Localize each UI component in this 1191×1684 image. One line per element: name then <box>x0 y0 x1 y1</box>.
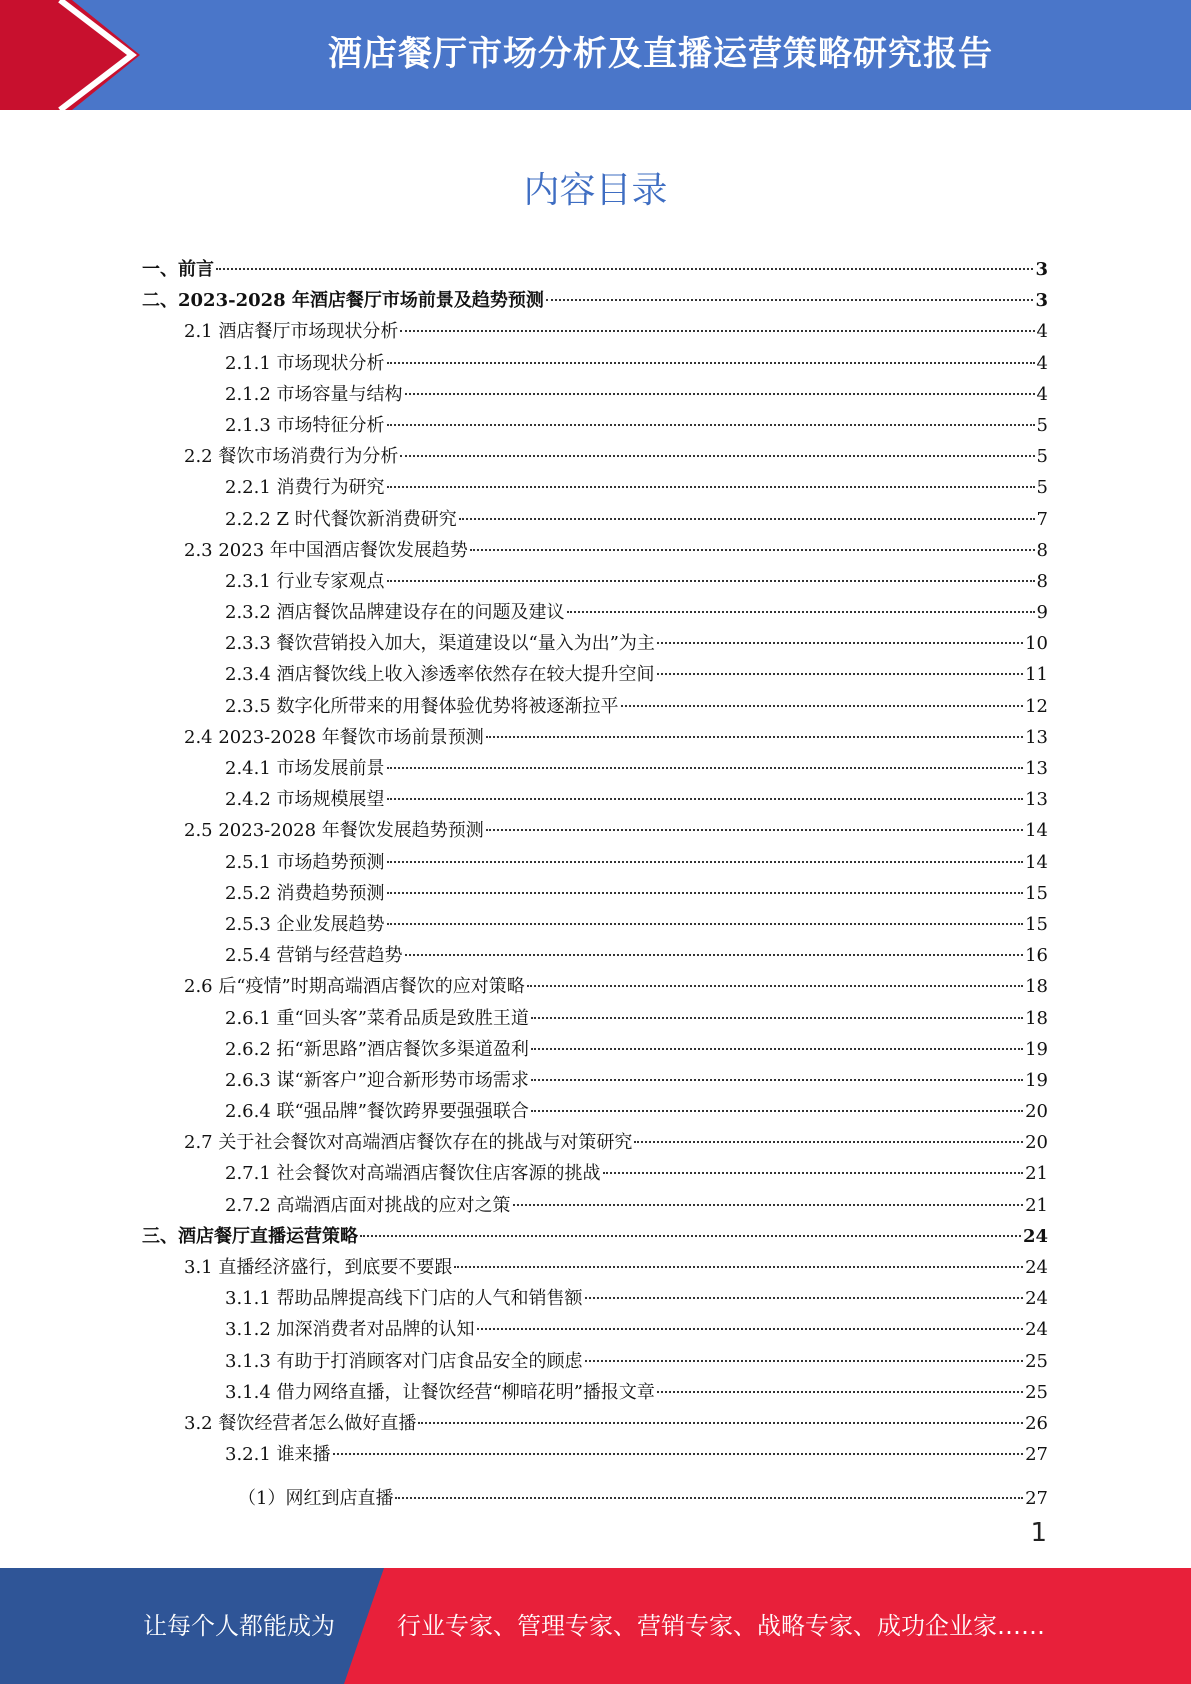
toc-entry-title: 2.5 2023-2028 年餐饮发展趋势预测 <box>184 820 484 842</box>
toc-entry-page: 16 <box>1025 945 1048 967</box>
toc-entry-title: 2.7 关于社会餐饮对高端酒店餐饮存在的挑战与对策研究 <box>184 1132 633 1154</box>
dot-leader <box>387 362 1035 364</box>
toc-entry[interactable] <box>142 971 1048 1002</box>
toc-entry-title: 3.1.4 借力网络直播，让餐饮经营“柳暗花明”播报文章 <box>225 1381 655 1403</box>
dot-leader <box>531 1110 1023 1112</box>
table-of-contents <box>142 254 1048 1515</box>
dot-leader <box>395 1497 1023 1499</box>
toc-entry[interactable] <box>142 1221 1048 1252</box>
toc-entry-title: 2.7.1 社会餐饮对高端酒店餐饮住店客源的挑战 <box>225 1163 601 1185</box>
toc-entry-title: 2.3 2023 年中国酒店餐饮发展趋势 <box>184 539 468 561</box>
footer-banner <box>0 1568 1191 1684</box>
footer-slogan-left: 让每个人都能成为 <box>143 1612 335 1640</box>
dot-leader <box>387 767 1024 769</box>
toc-entry-title: 2.4 2023-2028 年餐饮市场前景预测 <box>184 726 484 748</box>
toc-entry[interactable] <box>142 379 1048 410</box>
dot-leader <box>333 1453 1024 1455</box>
toc-entry[interactable] <box>142 285 1048 316</box>
dot-leader <box>387 798 1024 800</box>
toc-entry-page: 5 <box>1036 477 1048 499</box>
toc-entry-page: 15 <box>1025 882 1048 904</box>
dot-leader <box>513 1204 1024 1206</box>
dot-leader <box>657 673 1024 675</box>
toc-entry[interactable] <box>142 722 1048 753</box>
toc-entry-title: 2.6.3 谋“新客户”迎合新形势市场需求 <box>225 1069 529 1091</box>
header-banner <box>0 0 1191 110</box>
dot-leader <box>531 1079 1023 1081</box>
toc-entry-page: 3 <box>1035 259 1048 280</box>
toc-entry-page: 7 <box>1036 508 1048 530</box>
report-title: 酒店餐厅市场分析及直播运营策略研究报告 <box>328 34 993 74</box>
dot-leader <box>477 1328 1024 1330</box>
toc-entry[interactable] <box>142 940 1048 971</box>
toc-entry-title: 2.4.2 市场规模展望 <box>225 789 385 811</box>
toc-entry[interactable] <box>142 1252 1048 1283</box>
toc-entry-page: 20 <box>1025 1101 1048 1123</box>
toc-entry-title: 3.1.3 有助于打消顾客对门店食品安全的顾虑 <box>225 1350 583 1372</box>
toc-entry[interactable] <box>142 753 1048 784</box>
toc-entry-title: 2.6 后“疫情”时期高端酒店餐饮的应对策略 <box>184 976 525 998</box>
toc-entry[interactable] <box>142 909 1048 940</box>
toc-entry-page: 21 <box>1025 1194 1048 1216</box>
dot-leader <box>470 549 1035 551</box>
dot-leader <box>657 1391 1023 1393</box>
toc-entry[interactable] <box>142 316 1048 347</box>
toc-entry-page: 15 <box>1025 913 1048 935</box>
toc-entry[interactable] <box>142 1065 1048 1096</box>
toc-entry-title: 3.1.1 帮助品牌提高线下门店的人气和销售额 <box>225 1288 583 1310</box>
dot-leader <box>585 1297 1024 1299</box>
dot-leader <box>360 1235 1021 1237</box>
toc-entry-title: 2.1.3 市场特征分析 <box>225 414 385 436</box>
toc-entry-page: 12 <box>1025 695 1048 717</box>
toc-entry[interactable] <box>142 1003 1048 1034</box>
toc-entry[interactable] <box>142 472 1048 503</box>
dot-leader <box>387 923 1024 925</box>
toc-entry-title: 2.5.1 市场趋势预测 <box>225 851 385 873</box>
dot-leader <box>387 486 1035 488</box>
toc-entry[interactable] <box>142 1127 1048 1158</box>
toc-entry-title: 2.2 餐饮市场消费行为分析 <box>184 446 399 468</box>
page-number: 1 <box>1030 1518 1047 1548</box>
dot-leader <box>531 1048 1023 1050</box>
toc-entry-page: 5 <box>1036 446 1048 468</box>
toc-entry-title: 2.4.1 市场发展前景 <box>225 758 385 779</box>
dot-leader <box>531 1017 1023 1019</box>
toc-entry-page: 8 <box>1036 570 1048 592</box>
toc-entry-title: 2.5.2 消费趋势预测 <box>225 882 385 904</box>
toc-entry-title: 2.3.4 酒店餐饮线上收入渗透率依然存在较大提升空间 <box>225 664 655 686</box>
toc-entry-title: 2.3.3 餐饮营销投入加大，渠道建设以“量入为出”为主 <box>225 633 655 655</box>
toc-entry[interactable] <box>142 535 1048 566</box>
toc-entry-page: 24 <box>1025 1257 1048 1278</box>
toc-entry-page: 27 <box>1025 1444 1048 1466</box>
toc-entry[interactable] <box>142 1158 1048 1189</box>
toc-entry-title: 2.5.3 企业发展趋势 <box>225 913 385 935</box>
toc-entry-page: 19 <box>1025 1069 1048 1091</box>
toc-entry[interactable] <box>142 1096 1048 1127</box>
footer-slogan-right: 行业专家、管理专家、营销专家、战略专家、成功企业家…… <box>397 1612 1045 1640</box>
dot-leader <box>486 736 1023 738</box>
dot-leader <box>216 268 1033 270</box>
toc-entry-page: 24 <box>1025 1288 1048 1310</box>
toc-entry-page: 10 <box>1025 633 1048 655</box>
toc-entry-title: 2.3.1 行业专家观点 <box>225 570 385 592</box>
toc-entry[interactable] <box>142 1190 1048 1221</box>
dot-leader <box>527 985 1023 987</box>
toc-entry-title: （1）网红到店直播 <box>238 1488 394 1510</box>
toc-entry-title: 2.6.2 拓“新思路”酒店餐饮多渠道盈利 <box>225 1038 529 1060</box>
toc-entry-page: 25 <box>1025 1381 1048 1403</box>
toc-entry-page: 8 <box>1036 539 1048 561</box>
toc-entry[interactable] <box>142 628 1048 659</box>
toc-entry-title: 2.7.2 高端酒店面对挑战的应对之策 <box>225 1194 511 1216</box>
toc-entry[interactable] <box>142 1439 1048 1470</box>
toc-entry[interactable] <box>142 659 1048 690</box>
toc-entry[interactable] <box>142 784 1048 815</box>
toc-entry-title: 3.1.2 加深消费者对品牌的认知 <box>225 1319 475 1341</box>
toc-entry[interactable] <box>142 878 1048 909</box>
toc-entry-page: 24 <box>1025 1319 1048 1341</box>
toc-entry-title: 二、2023-2028 年酒店餐厅市场前景及趋势预测 <box>142 290 544 312</box>
dot-leader <box>387 861 1024 863</box>
toc-entry[interactable] <box>142 1314 1048 1345</box>
toc-entry[interactable] <box>142 847 1048 878</box>
toc-entry-title: 3.2 餐饮经营者怎么做好直播 <box>184 1412 417 1434</box>
toc-entry-page: 4 <box>1036 352 1048 374</box>
toc-entry-page: 9 <box>1036 602 1048 624</box>
toc-entry-title: 一、前言 <box>142 259 214 280</box>
toc-entry-title: 2.3.2 酒店餐饮品牌建设存在的问题及建议 <box>225 602 565 624</box>
dot-leader <box>405 393 1035 395</box>
toc-entry[interactable] <box>142 410 1048 441</box>
toc-entry[interactable] <box>142 566 1048 597</box>
toc-entry-title: 2.2.2 Z 时代餐饮新消费研究 <box>225 508 457 530</box>
dot-leader <box>634 1141 1023 1143</box>
red-chevron-icon <box>0 0 140 110</box>
toc-entry-page: 27 <box>1025 1488 1048 1510</box>
dot-leader <box>486 829 1023 831</box>
dot-leader <box>621 705 1024 707</box>
toc-entry-page: 19 <box>1025 1038 1048 1060</box>
toc-entry-title: 2.5.4 营销与经营趋势 <box>225 945 403 967</box>
toc-entry-page: 14 <box>1025 851 1048 873</box>
toc-entry[interactable] <box>142 815 1048 846</box>
dot-leader <box>585 1360 1024 1362</box>
toc-entry-page: 26 <box>1025 1412 1048 1434</box>
toc-entry-page: 13 <box>1025 758 1048 779</box>
toc-entry-page: 18 <box>1025 976 1048 998</box>
dot-leader <box>454 1266 1023 1268</box>
toc-entry-page: 13 <box>1025 789 1048 811</box>
toc-entry[interactable] <box>142 691 1048 722</box>
toc-entry-title: 2.1.1 市场现状分析 <box>225 352 385 374</box>
dot-leader <box>459 518 1035 520</box>
dot-leader <box>405 954 1024 956</box>
toc-heading: 内容目录 <box>523 170 668 211</box>
toc-entry[interactable] <box>142 1408 1048 1439</box>
toc-entry[interactable] <box>142 348 1048 379</box>
toc-entry[interactable] <box>142 1377 1048 1408</box>
toc-entry[interactable] <box>142 254 1048 285</box>
toc-entry-title: 2.6.4 联“强品牌”餐饮跨界要强强联合 <box>225 1101 529 1123</box>
toc-entry-page: 11 <box>1025 664 1048 686</box>
toc-entry[interactable] <box>142 1483 1048 1514</box>
toc-entry-page: 18 <box>1025 1007 1048 1029</box>
toc-entry-title: 3.1 直播经济盛行，到底要不要跟 <box>184 1257 453 1278</box>
toc-entry-title: 2.2.1 消费行为研究 <box>225 477 385 499</box>
dot-leader <box>400 330 1034 332</box>
toc-entry[interactable] <box>142 1346 1048 1377</box>
toc-entry-title: 3.2.1 谁来播 <box>225 1444 331 1466</box>
dot-leader <box>418 1422 1023 1424</box>
toc-entry-page: 4 <box>1036 383 1048 405</box>
toc-entry-page: 24 <box>1022 1225 1048 1247</box>
toc-entry-page: 5 <box>1036 414 1048 436</box>
dot-leader <box>657 642 1023 644</box>
toc-entry-page: 3 <box>1035 290 1048 312</box>
dot-leader <box>603 1172 1024 1174</box>
toc-entry-page: 25 <box>1025 1350 1048 1372</box>
toc-entry[interactable] <box>142 504 1048 535</box>
dot-leader <box>546 299 1034 301</box>
toc-entry-page: 13 <box>1025 726 1048 748</box>
toc-entry-page: 21 <box>1025 1163 1048 1185</box>
toc-entry[interactable] <box>142 1034 1048 1065</box>
toc-entry[interactable] <box>142 441 1048 472</box>
toc-entry-title: 2.3.5 数字化所带来的用餐体验优势将被逐渐拉平 <box>225 695 619 717</box>
toc-entry[interactable] <box>142 597 1048 628</box>
dot-leader <box>400 455 1034 457</box>
toc-entry-title: 2.1 酒店餐厅市场现状分析 <box>184 321 399 343</box>
toc-entry-page: 14 <box>1025 820 1048 842</box>
dot-leader <box>567 611 1035 613</box>
dot-leader <box>387 580 1035 582</box>
dot-leader <box>387 892 1024 894</box>
toc-entry[interactable] <box>142 1283 1048 1314</box>
toc-entry-page: 20 <box>1025 1132 1048 1154</box>
toc-entry-title: 三、酒店餐厅直播运营策略 <box>142 1225 358 1247</box>
toc-entry-title: 2.1.2 市场容量与结构 <box>225 383 403 405</box>
toc-entry-title: 2.6.1 重“回头客”菜肴品质是致胜王道 <box>225 1007 529 1029</box>
toc-entry-page: 4 <box>1036 321 1048 343</box>
dot-leader <box>387 424 1035 426</box>
